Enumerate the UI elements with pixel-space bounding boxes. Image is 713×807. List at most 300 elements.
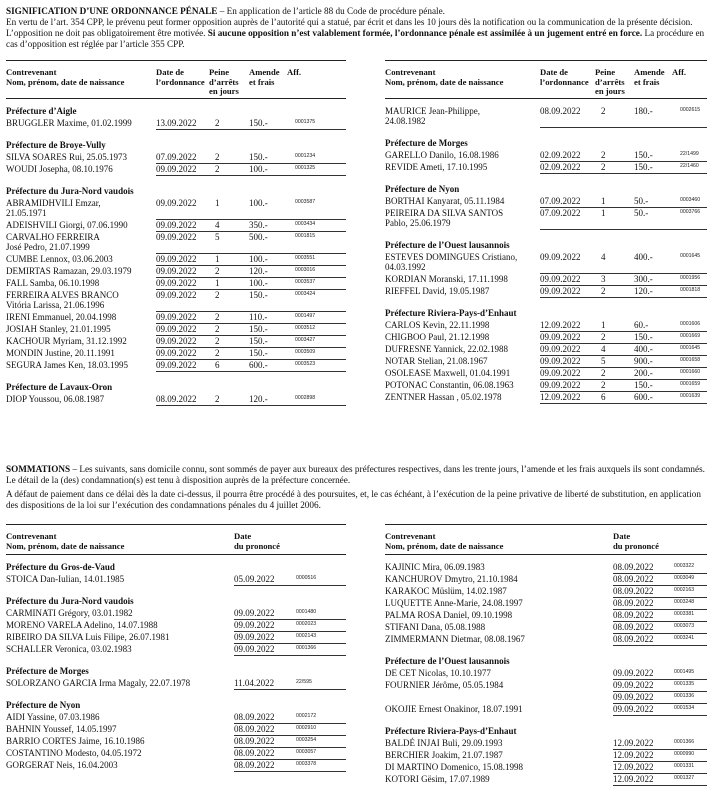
ordonnance-date: 02.09.2022 [540, 162, 581, 172]
header-aff: Aff. [287, 67, 302, 77]
contrevenant-name-cont: 04.03.1992 [385, 262, 426, 272]
prefecture-heading: Préfecture Riviera-Pays-d’Enhaut [385, 726, 517, 736]
affaire-number: 0003523 [295, 361, 316, 367]
contrevenant-name-cont: 21.05.1971 [6, 208, 47, 218]
peine-jours: 1 [601, 196, 606, 206]
contrevenant-name: DUFRESNE Yannick, 22.02.1988 [385, 344, 509, 354]
amende-frais: 100.- [249, 164, 268, 174]
affaire-number: 0001534 [674, 705, 695, 711]
ordonnance-date: 09.09.2022 [156, 312, 197, 322]
row-underline [613, 645, 707, 646]
affaire-number: 0001660 [680, 369, 701, 375]
amende-frais: 180.- [634, 106, 653, 116]
ordonnance-date: 09.09.2022 [156, 360, 197, 370]
affaire-number: 0002143 [296, 633, 317, 639]
peine-jours: 2 [601, 106, 606, 116]
row-underline [234, 655, 346, 656]
ordonnance-date: 09.09.2022 [540, 286, 581, 296]
amende-frais: 400.- [634, 344, 653, 354]
rule-line [385, 554, 707, 555]
amende-frais: 300.- [634, 274, 653, 284]
row-underline [234, 585, 346, 586]
sommations-text-2: A défaut de paiement dans ce délai dès la date ci-dessus, il pourra être procédé à des poursuites, et, le cas échéant, à l’exécution de la peine privative de liberté de substitution, en application des dispositions de la loi sur l’exécution des condamnations pénales du 4 juillet 2006. [6, 489, 701, 510]
peine-jours: 1 [215, 254, 220, 264]
amende-frais: 400.- [634, 252, 653, 262]
header-aff: Aff. [672, 67, 687, 77]
peine-jours: 2 [601, 368, 606, 378]
affaire-number: 0003248 [674, 599, 695, 605]
prononce-date: 12.09.2022 [613, 750, 654, 760]
prefecture-heading: Préfecture Riviera-Pays-d’Enhaut [385, 308, 517, 318]
contrevenant-name: MAURICE Jean-Philippe, [385, 106, 480, 116]
affaire-number: 0003587 [295, 199, 316, 205]
affaire-number: 0001669 [680, 333, 701, 339]
affaire-number: 0001366 [296, 645, 317, 651]
amende-frais: 150.- [249, 324, 268, 334]
contrevenant-name: REVIDE Ameti, 17.10.1995 [385, 162, 488, 172]
peine-jours: 4 [601, 344, 606, 354]
contrevenant-name: BARRIO CORTES Jaime, 16.10.1986 [6, 736, 145, 746]
prononce-date: 08.09.2022 [234, 724, 275, 734]
peine-jours: 2 [215, 394, 220, 404]
header-peine: Peine d’arrêts en jours [209, 67, 239, 96]
affaire-number: 0002023 [296, 621, 317, 627]
prefecture-heading: Préfecture d’Aigle [6, 106, 77, 116]
amende-frais: 120.- [249, 394, 268, 404]
contrevenant-name: SOLORZANO GARCIA Irma Magaly, 22.07.1978 [6, 678, 191, 688]
prefecture-heading: Préfecture de Broye-Vully [6, 140, 106, 150]
affaire-number: 0001956 [680, 275, 701, 281]
contrevenant-name: RIEFFEL David, 19.05.1987 [385, 286, 490, 296]
affaire-number: 0003057 [296, 749, 317, 755]
amende-frais: 100.- [249, 278, 268, 288]
affaire-number: 0001497 [295, 313, 316, 319]
ordonnance-date: 09.09.2022 [156, 348, 197, 358]
ordonnance-date: 12.09.2022 [540, 392, 581, 402]
affaire-number: 0003254 [296, 737, 317, 743]
affaire-number: 0000990 [674, 751, 695, 757]
signification-title: SIGNIFICATION D’UNE ORDONNANCE PÉNALE [6, 6, 218, 16]
peine-jours: 2 [215, 118, 220, 128]
affaire-number: 0003427 [295, 337, 316, 343]
prononce-date: 09.09.2022 [613, 668, 654, 678]
peine-jours: 6 [215, 360, 220, 370]
sommations-table-left [6, 524, 346, 804]
prononce-date: 12.09.2022 [613, 774, 654, 784]
row-underline [540, 127, 707, 128]
prononce-date: 08.09.2022 [234, 760, 275, 770]
prefecture-heading: Préfecture de Lavaux-Oron [6, 382, 113, 392]
rule-line [385, 60, 707, 61]
contrevenant-name: SILVA SOARES Rui, 25.05.1973 [6, 152, 128, 162]
contrevenant-name: KARAKOC Müslüm, 14.02.1987 [385, 586, 507, 596]
header-amende: Amende et frais [249, 67, 280, 87]
contrevenant-name: COSTANTINO Modesto, 04.05.1972 [6, 748, 142, 758]
amende-frais: 60.- [634, 320, 649, 330]
prononce-date: 09.09.2022 [613, 680, 654, 690]
affaire-number: 0001818 [680, 287, 701, 293]
amende-frais: 150.- [249, 336, 268, 346]
prononce-date: 08.09.2022 [613, 574, 654, 584]
prefecture-heading: Préfecture de Nyon [6, 700, 81, 710]
row-underline [613, 785, 707, 786]
signification-end-text: La procédure en cas d’opposition est réglée par l’article 355 CPP. [6, 28, 705, 49]
contrevenant-name: IRENI Emmanuel, 20.04.1998 [6, 312, 117, 322]
ordonnance-date: 07.09.2022 [540, 196, 581, 206]
rule-line [6, 98, 346, 99]
contrevenant-name: FOURNIER Jérôme, 05.05.1984 [385, 680, 504, 690]
affaire-number: 0002910 [296, 725, 317, 731]
contrevenant-name: KANCHUROV Dmytro, 21.10.1984 [385, 574, 518, 584]
affaire-number: 0003073 [674, 623, 695, 629]
amende-frais: 150.- [249, 118, 268, 128]
contrevenant-name-cont: Vitória Larissa, 21.06.1996 [6, 300, 105, 310]
ordonnance-date: 09.09.2022 [156, 336, 197, 346]
affaire-number: 0003241 [674, 635, 695, 641]
contrevenant-name-cont: 24.08.1982 [385, 116, 426, 126]
prononce-date: 11.04.2022 [234, 678, 275, 688]
peine-jours: 2 [215, 324, 220, 334]
peine-jours: 2 [601, 162, 606, 172]
header-date: Date du prononcé [234, 531, 280, 551]
contrevenant-name: ABRAMIDHVILI Emzar, [6, 198, 101, 208]
ordonnance-date: 09.09.2022 [540, 380, 581, 390]
prefecture-heading: Préfecture du Jura-Nord vaudois [6, 596, 134, 606]
contrevenant-name: AIDI Yassine, 07.03.1986 [6, 712, 100, 722]
signification-intro [6, 6, 706, 50]
contrevenant-name-cont: Pablo, 25.06.1979 [385, 218, 451, 228]
contrevenant-name: PEIREIRA DA SILVA SANTOS [385, 208, 504, 218]
ordonnances-table-left [6, 60, 346, 440]
ordonnance-date: 12.09.2022 [540, 320, 581, 330]
contrevenant-name: WOUDI Josepha, 08.10.1976 [6, 164, 113, 174]
affaire-number: 0001480 [296, 609, 317, 615]
row-underline [540, 403, 707, 404]
peine-jours: 5 [215, 232, 220, 242]
affaire-number: 0001335 [674, 681, 695, 687]
amende-frais: 600.- [634, 392, 653, 402]
ordonnance-date: 09.09.2022 [156, 266, 197, 276]
prononce-date: 08.09.2022 [613, 598, 654, 608]
header-date: Date de l’ordonnance [540, 67, 589, 87]
peine-jours: 1 [215, 278, 220, 288]
peine-jours: 4 [601, 252, 606, 262]
contrevenant-name: RIBEIRO DA SILVA Luis Filipe, 26.07.1981 [6, 632, 170, 642]
header-name: Contrevenant Nom, prénom, date de naissance [385, 67, 504, 87]
contrevenant-name: JOSIAH Stanley, 21.01.1995 [6, 324, 111, 334]
contrevenant-name: POTONAC Constantin, 06.08.1963 [385, 380, 514, 390]
row-underline [156, 175, 346, 176]
contrevenant-name: ADEISHVILI Giorgi, 07.06.1990 [6, 220, 128, 230]
contrevenant-name: KOTORI Gësim, 17.07.1989 [385, 774, 490, 784]
prononce-date: 09.09.2022 [234, 644, 275, 654]
amende-frais: 150.- [634, 332, 653, 342]
prefecture-heading: Préfecture de l’Ouest lausannois [385, 240, 510, 250]
amende-frais: 150.- [634, 150, 653, 160]
amende-frais: 110.- [249, 312, 268, 322]
amende-frais: 500.- [249, 232, 268, 242]
header-date: Date du prononcé [613, 531, 659, 551]
prononce-date: 09.09.2022 [234, 608, 275, 618]
contrevenant-name: OKOJIE Ernest Onakinor, 18.07.1991 [385, 704, 523, 714]
affaire-number: 0001336 [674, 693, 695, 699]
contrevenant-name: FERREIRA ALVES BRANCO [6, 290, 119, 300]
affaire-number: 0003509 [295, 349, 316, 355]
affaire-number: 0001658 [680, 357, 701, 363]
contrevenant-name: KORDIAN Moranski, 17.11.1998 [385, 274, 508, 284]
contrevenant-name: OSOLEASE Maxwell, 01.04.1991 [385, 368, 511, 378]
row-underline [613, 715, 707, 716]
peine-jours: 2 [215, 312, 220, 322]
contrevenant-name: SEGURA James Ken, 18.03.1995 [6, 360, 128, 370]
affaire-number: 0003551 [295, 255, 316, 261]
ordonnance-date: 09.09.2022 [156, 324, 197, 334]
contrevenant-name: ESTEVES DOMINGUES Cristiano, [385, 252, 518, 262]
peine-jours: 1 [601, 208, 606, 218]
affaire-number: 0001375 [295, 119, 316, 125]
prononce-date: 08.09.2022 [613, 610, 654, 620]
affaire-number: 0003766 [680, 209, 701, 215]
contrevenant-name: SCHALLER Veronica, 03.02.1983 [6, 644, 132, 654]
peine-jours: 3 [601, 274, 606, 284]
amende-frais: 900.- [634, 356, 653, 366]
prononce-date: 09.09.2022 [613, 704, 654, 714]
prononce-date: 05.09.2022 [234, 574, 275, 584]
contrevenant-name: CHIGBOO Paul, 21.12.1998 [385, 332, 490, 342]
contrevenant-name: CUMBE Lennox, 03.06.2003 [6, 254, 113, 264]
peine-jours: 2 [215, 152, 220, 162]
affaire-number: 0001366 [674, 739, 695, 745]
peine-jours: 2 [215, 336, 220, 346]
header-name: Contrevenant Nom, prénom, date de naissance [6, 67, 125, 87]
affaire-number: 0001331 [674, 763, 695, 769]
row-underline [234, 771, 346, 772]
header-date: Date de l’ordonnance [156, 67, 205, 87]
amende-frais: 120.- [634, 286, 653, 296]
contrevenant-name: CARMINATI Grégory, 03.01.1982 [6, 608, 133, 618]
ordonnance-date: 09.09.2022 [540, 356, 581, 366]
row-underline [540, 297, 707, 298]
affaire-number: 0002172 [296, 713, 317, 719]
ordonnance-date: 09.09.2022 [156, 198, 197, 208]
prononce-date: 09.09.2022 [234, 632, 275, 642]
amende-frais: 150.- [634, 162, 653, 172]
rule-line [385, 98, 707, 99]
sommations-table-right [385, 524, 707, 804]
affaire-number: 0003381 [674, 611, 695, 617]
affaire-number: 0001495 [674, 669, 695, 675]
contrevenant-name: DIOP Youssou, 06.08.1987 [6, 394, 105, 404]
ordonnance-date: 02.09.2022 [540, 150, 581, 160]
row-underline [156, 405, 346, 406]
amende-frais: 200.- [634, 368, 653, 378]
header-name: Contrevenant Nom, prénom, date de naissance [6, 531, 125, 551]
affaire-number: 22/1460 [680, 163, 699, 169]
amende-frais: 100.- [249, 254, 268, 264]
contrevenant-name: MORENO VARELA Adelino, 14.07.1988 [6, 620, 158, 630]
contrevenant-name: FALL Samba, 06.10.1998 [6, 278, 100, 288]
contrevenant-name: MONDIN Justine, 20.11.1991 [6, 348, 115, 358]
peine-jours: 2 [601, 332, 606, 342]
signification-lead: – En application de l’article 88 du Code de procédure pénale. [217, 6, 445, 16]
peine-jours: 2 [215, 348, 220, 358]
affaire-number: 0000516 [296, 575, 317, 581]
amende-frais: 120.- [249, 266, 268, 276]
peine-jours: 5 [601, 356, 606, 366]
row-underline [156, 371, 346, 372]
prononce-date: 08.09.2022 [613, 562, 654, 572]
amende-frais: 350.- [249, 220, 268, 230]
ordonnance-date: 08.09.2022 [540, 106, 581, 116]
ordonnance-date: 08.09.2022 [156, 394, 197, 404]
contrevenant-name: NOTAR Stelian, 21.08.1967 [385, 356, 488, 366]
row-underline [156, 129, 346, 130]
ordonnance-date: 09.09.2022 [540, 368, 581, 378]
amende-frais: 50.- [634, 196, 649, 206]
prononce-date: 12.09.2022 [613, 762, 654, 772]
peine-jours: 2 [601, 380, 606, 390]
peine-jours: 2 [601, 286, 606, 296]
amende-frais: 150.- [249, 290, 268, 300]
prefecture-heading: Préfecture de Nyon [385, 184, 460, 194]
ordonnance-date: 09.09.2022 [156, 278, 197, 288]
affaire-number: 0001606 [680, 321, 701, 327]
contrevenant-name: ZENTNER Hassan , 05.02.1978 [385, 392, 502, 402]
header-name: Contrevenant Nom, prénom, date de naissance [385, 531, 504, 551]
prononce-date: 08.09.2022 [613, 586, 654, 596]
ordonnance-date: 07.09.2022 [540, 208, 581, 218]
affaire-number: 22/595 [296, 679, 312, 685]
contrevenant-name: ZIMMERMANN Dietmar, 08.08.1967 [385, 634, 525, 644]
sommations-text: – Les suivants, sans domicile connu, sont sommés de payer aux bureaux des préfectures respectives, dans les trente jours, l’amende et les frais auxquels ils sont condamnés. Le détail de la (des) condamnation(s) est tenu à disposition auprès de la préfecture concernée. [6, 464, 705, 485]
sommations-intro-2 [6, 489, 706, 511]
ordonnance-date: 09.09.2022 [156, 290, 197, 300]
rule-line [385, 524, 707, 525]
ordonnance-date: 07.09.2022 [156, 152, 197, 162]
contrevenant-name: STIFANI Dana, 05.08.1988 [385, 622, 486, 632]
prononce-date: 09.09.2022 [234, 620, 275, 630]
rule-line [6, 554, 346, 555]
prononce-date: 09.09.2022 [613, 692, 654, 702]
header-peine: Peine d’arrêts en jours [595, 67, 625, 96]
prononce-date: 08.09.2022 [234, 736, 275, 746]
affaire-number: 0001645 [680, 345, 701, 351]
prefecture-heading: Préfecture de Morges [6, 666, 89, 676]
prononce-date: 08.09.2022 [234, 712, 275, 722]
affaire-number: 0001645 [680, 253, 701, 259]
contrevenant-name: KACHOUR Myriam, 31.12.1992 [6, 336, 127, 346]
affaire-number: 0002615 [680, 107, 701, 113]
ordonnance-date: 09.09.2022 [156, 164, 197, 174]
contrevenant-name: BORTHAI Kanyarat, 05.11.1984 [385, 196, 505, 206]
affaire-number: 0001815 [295, 233, 316, 239]
amende-frais: 100.- [249, 198, 268, 208]
prononce-date: 08.09.2022 [613, 622, 654, 632]
ordonnance-date: 09.09.2022 [540, 252, 581, 262]
affaire-number: 0001327 [674, 775, 695, 781]
ordonnance-date: 09.09.2022 [540, 332, 581, 342]
amende-frais: 150.- [634, 380, 653, 390]
signification-bold-text: Si aucune opposition n’est valablement formée, l’ordonnance pénale est assimilée à un jugement entré en force. [207, 28, 643, 38]
peine-jours: 4 [215, 220, 220, 230]
contrevenant-name: GARELLO Danilo, 16.08.1986 [385, 150, 499, 160]
contrevenant-name: CARVALHO FERREIRA [6, 232, 100, 242]
prononce-date: 08.09.2022 [234, 748, 275, 758]
affaire-number: 0003460 [680, 197, 701, 203]
contrevenant-name: STOICA Dan-Iulian, 14.01.1985 [6, 574, 125, 584]
peine-jours: 2 [215, 164, 220, 174]
affaire-number: 0001234 [295, 153, 316, 159]
contrevenant-name: LUQUETTE Anne-Marie, 24.08.1997 [385, 598, 523, 608]
contrevenant-name: PALMA ROSA Daniel, 09.10.1998 [385, 610, 513, 620]
affaire-number: 0003424 [295, 291, 316, 297]
peine-jours: 2 [215, 266, 220, 276]
rule-line [6, 524, 346, 525]
affaire-number: 0001639 [680, 393, 701, 399]
contrevenant-name: DI MARTINO Domenico, 15.08.1998 [385, 762, 523, 772]
affaire-number: 0002898 [295, 395, 316, 401]
peine-jours: 2 [215, 290, 220, 300]
peine-jours: 1 [215, 198, 220, 208]
affaire-number: 0001325 [295, 165, 316, 171]
contrevenant-name: BALDÉ INJAI Buli, 29.09.1993 [385, 738, 503, 748]
ordonnance-date: 13.09.2022 [156, 118, 197, 128]
contrevenant-name: GORGERAT Neis, 16.04.2003 [6, 760, 118, 770]
prefecture-heading: Préfecture de l’Ouest lausannois [385, 656, 510, 666]
ordonnances-table-right [385, 60, 707, 440]
contrevenant-name: DE CET Nicolas, 10.10.1977 [385, 668, 491, 678]
row-underline [234, 689, 346, 690]
prefecture-heading: Préfecture du Jura-Nord vaudois [6, 186, 134, 196]
affaire-number: 0003049 [674, 575, 695, 581]
contrevenant-name: DEMIRTAS Ramazan, 29.03.1979 [6, 266, 132, 276]
amende-frais: 600.- [249, 360, 268, 370]
contrevenant-name: BRUGGLER Maxime, 01.02.1999 [6, 118, 132, 128]
contrevenant-name: KAJINIC Mira, 06.09.1983 [385, 562, 485, 572]
ordonnance-date: 09.09.2022 [540, 274, 581, 284]
affaire-number: 0003537 [295, 279, 316, 285]
rule-line [6, 60, 346, 61]
peine-jours: 6 [601, 392, 606, 402]
ordonnance-date: 09.09.2022 [156, 232, 197, 242]
affaire-number: 22/1499 [680, 151, 699, 157]
row-underline [540, 173, 707, 174]
amende-frais: 150.- [249, 152, 268, 162]
peine-jours: 1 [601, 320, 606, 330]
header-amende: Amende et frais [634, 67, 665, 87]
affaire-number: 0002163 [674, 587, 695, 593]
affaire-number: 0003016 [295, 267, 316, 273]
amende-frais: 150.- [249, 348, 268, 358]
amende-frais: 50.- [634, 208, 649, 218]
contrevenant-name: CARLOS Kevin, 22.11.1998 [385, 320, 490, 330]
ordonnance-date: 09.09.2022 [156, 254, 197, 264]
peine-jours: 2 [601, 150, 606, 160]
affaire-number: 0001659 [680, 381, 701, 387]
ordonnance-date: 09.09.2022 [540, 344, 581, 354]
signification-text: En vertu de l’art. 354 CPP, le prévenu peut former opposition auprès de l’autorité qui a statué, par écrit et dans les 10 jours dès la notification ou la communication de la présente décision. L’opposition ne doit pas obligatoirement être motivée. [6, 17, 693, 38]
contrevenant-name-cont: José Pedro, 21.07.1999 [6, 242, 90, 252]
prefecture-heading: Préfecture du Gros-de-Vaud [6, 562, 115, 572]
affaire-number: 0003434 [295, 221, 316, 227]
prefecture-heading: Préfecture de Morges [385, 138, 468, 148]
sommations-title: SOMMATIONS [6, 464, 71, 474]
affaire-number: 0003378 [296, 761, 317, 767]
prononce-date: 12.09.2022 [613, 738, 654, 748]
prononce-date: 08.09.2022 [613, 634, 654, 644]
affaire-number: 0003322 [674, 563, 695, 569]
contrevenant-name: BERCHIER Joakim, 21.07.1987 [385, 750, 503, 760]
